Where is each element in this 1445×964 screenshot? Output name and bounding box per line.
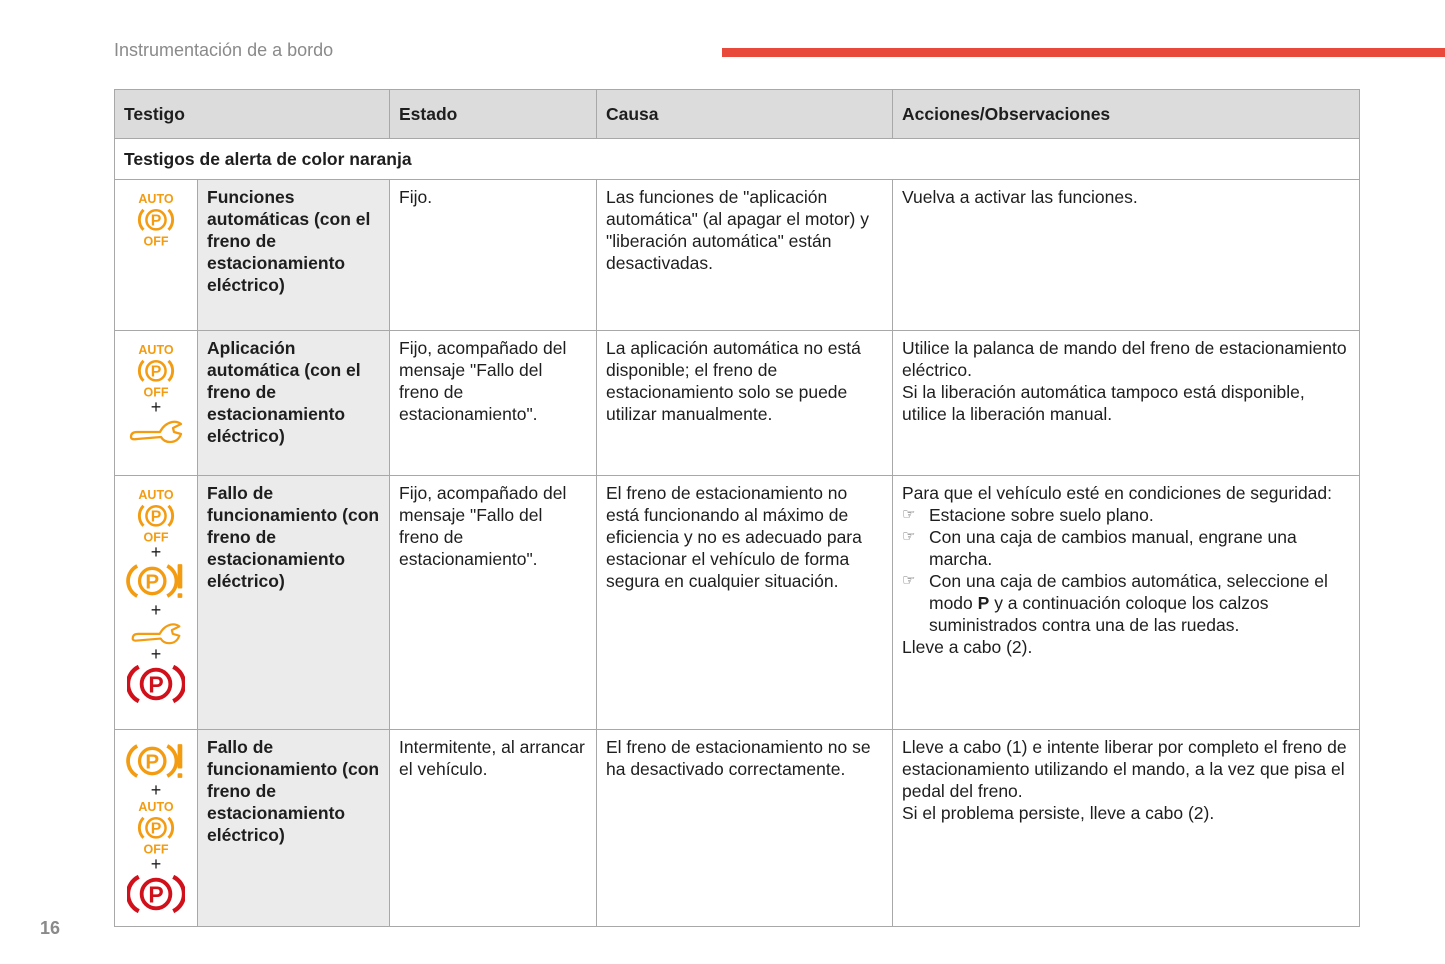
estado-cell: Fijo, acompañado del mensaje "Fallo del freno de estacionamiento".	[390, 331, 597, 476]
icon-cell	[115, 730, 198, 927]
section-title: Testigos de alerta de color naranja	[115, 139, 1360, 180]
bullet-text-part: y a continuación coloque los calzos suministrados contra una de las ruedas.	[929, 593, 1269, 635]
section-header-title: Instrumentación de a bordo	[114, 40, 334, 60]
bullet-text	[929, 570, 1350, 636]
causa-cell: La aplicación automática no está disponible; el freno de estacionamiento solo se puede utilizar manualmente.	[597, 331, 893, 476]
estado-cell: Intermitente, al arrancar el vehículo.	[390, 730, 597, 927]
plus-sign: +	[150, 542, 162, 562]
table-row	[115, 180, 1360, 331]
header-accent-bar	[722, 48, 1445, 57]
acciones-cell	[893, 331, 1360, 476]
acciones-text: Si el problema persiste, lleve a cabo (2).	[902, 803, 1215, 823]
mode-p-label: P	[977, 593, 990, 613]
warning-lights-table	[114, 89, 1360, 927]
bullet-text: Con una caja de cambios manual, engrane una marcha.	[929, 527, 1297, 569]
acciones-cell	[893, 730, 1360, 927]
page-number: 16	[40, 918, 61, 938]
warning-name: Fallo de funcionamiento (con freno de estacionamiento eléctrico)	[198, 730, 390, 927]
auto-off-icon	[131, 486, 181, 544]
column-header-causa: Causa	[597, 90, 893, 139]
plus-sign: +	[150, 397, 162, 417]
column-header-acciones: Acciones/Observaciones	[893, 90, 1360, 139]
table-row	[115, 730, 1360, 927]
parking-fault-icon	[125, 740, 187, 782]
estado-cell: Fijo.	[390, 180, 597, 331]
table-row	[115, 331, 1360, 476]
estado-cell: Fijo, acompañado del mensaje "Fallo del freno de estacionamiento".	[390, 476, 597, 730]
pointing-hand-icon: ☞	[902, 506, 916, 523]
wrench-icon	[128, 618, 184, 646]
column-header-estado: Estado	[390, 90, 597, 139]
acciones-text: Vuelva a activar las funciones.	[902, 187, 1138, 207]
plus-sign: +	[150, 780, 162, 800]
parking-brake-red-icon	[127, 662, 185, 706]
icon-cell	[115, 180, 198, 331]
bullet-text-part: Con una caja de cambios automática, seleccione el modo	[929, 571, 1328, 613]
causa-cell: Las funciones de "aplicación automática" (al apagar el motor) y "liberación automática" están desactivadas.	[597, 180, 893, 331]
warning-name: Aplicación automática (con el freno de estacionamiento eléctrico)	[198, 331, 390, 476]
plus-sign: +	[150, 600, 162, 620]
list-item	[902, 526, 1350, 570]
table-header-row	[115, 90, 1360, 139]
table-row	[115, 476, 1360, 730]
auto-off-icon	[131, 190, 181, 248]
wrench-icon	[128, 415, 184, 445]
column-header-testigo: Testigo	[115, 90, 390, 139]
causa-cell: El freno de estacionamiento no se ha desactivado correctamente.	[597, 730, 893, 927]
causa-cell: El freno de estacionamiento no está funcionando al máximo de eficiencia y no es adecuado para estacionar el vehículo de forma segura en cualquier situación.	[597, 476, 893, 730]
list-item	[902, 570, 1350, 636]
warning-name: Funciones automáticas (con el freno de estacionamiento eléctrico)	[198, 180, 390, 331]
parking-fault-icon	[125, 560, 187, 602]
acciones-text: Utilice la palanca de mando del freno de estacionamiento eléctrico.	[902, 338, 1347, 380]
plus-sign: +	[150, 644, 162, 664]
warning-name: Fallo de funcionamiento (con freno de estacionamiento eléctrico)	[198, 476, 390, 730]
auto-off-icon	[131, 798, 181, 856]
parking-brake-red-icon	[127, 872, 185, 916]
acciones-cell	[893, 180, 1360, 331]
acciones-cell	[893, 476, 1360, 730]
acciones-text: Si la liberación automática tampoco está disponible, utilice la liberación manual.	[902, 382, 1305, 424]
pointing-hand-icon: ☞	[902, 528, 916, 545]
list-item	[902, 504, 1350, 526]
pointing-hand-icon: ☞	[902, 572, 916, 589]
bullet-text: Estacione sobre suelo plano.	[929, 505, 1154, 525]
acciones-outro: Lleve a cabo (2).	[902, 637, 1033, 657]
icon-cell	[115, 331, 198, 476]
auto-off-icon	[131, 341, 181, 399]
icon-cell	[115, 476, 198, 730]
acciones-intro: Para que el vehículo esté en condiciones de seguridad:	[902, 483, 1333, 503]
acciones-text: Lleve a cabo (1) e intente liberar por completo el freno de estacionamiento utilizando el mando, a la vez que pisa el pedal del freno.	[902, 737, 1347, 801]
plus-sign: +	[150, 854, 162, 874]
